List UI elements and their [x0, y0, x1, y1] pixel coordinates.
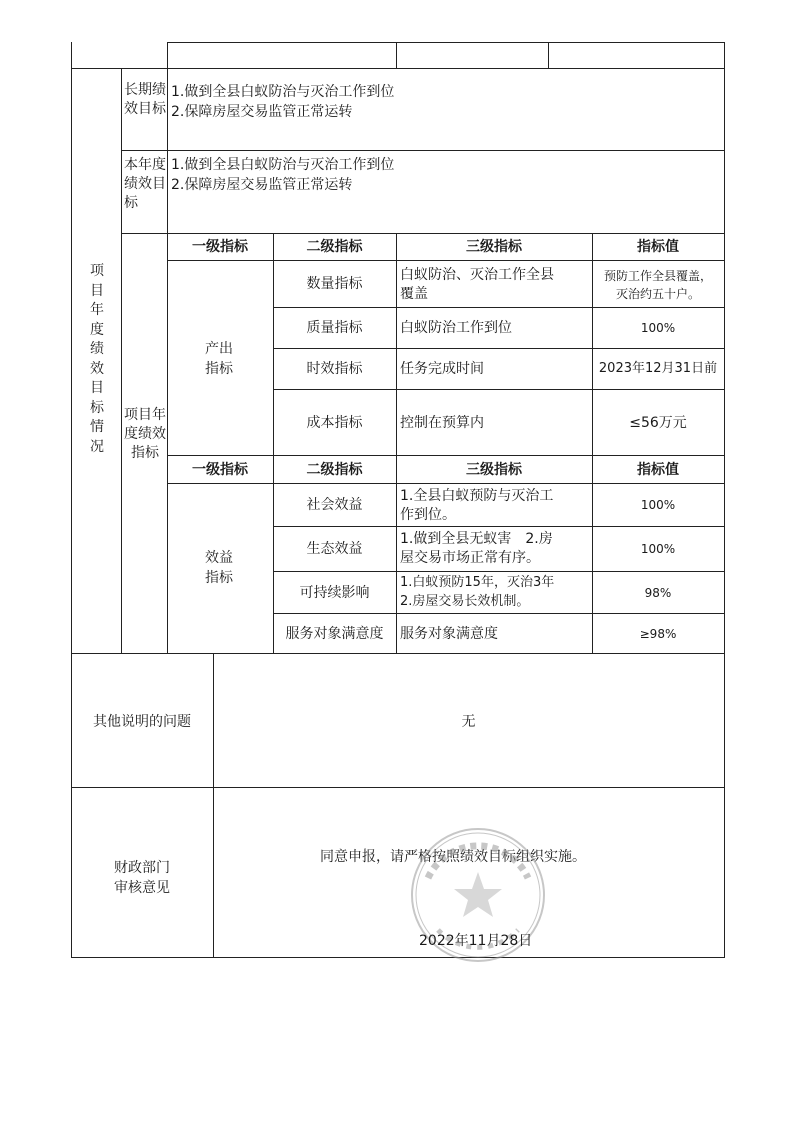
other-issues-label: 其他说明的问题 — [93, 714, 191, 730]
this-year-goal-label: 本年度绩效目标 — [124, 157, 166, 211]
benefit-indicators-label: 效益指标 — [205, 550, 233, 586]
section-label-annual-goals: 项目年度绩效目标情况 — [90, 263, 104, 455]
level3-cell-line-1: 白蚁防治、灭治工作全县 — [400, 267, 554, 283]
finance-review-content: 同意申报，请严格按照绩效目标组织实施。 — [320, 849, 586, 865]
header-level1: 一级指标 — [192, 462, 248, 478]
level2-cell: 可持续影响 — [299, 585, 370, 601]
long-term-goal-line-1: 1.做到全县白蚁防治与灭治工作到位 — [171, 84, 395, 100]
header-value: 指标值 — [637, 239, 679, 255]
level3-cell: 白蚁防治工作到位 — [400, 320, 512, 336]
level3-cell-line-1: 1.做到全县无蚁害 2.房 — [400, 531, 553, 547]
finance-label-line-1: 财政部门 — [114, 860, 170, 876]
level3-cell-line-2: 2.房屋交易长效机制。 — [400, 594, 530, 609]
value-cell: 100% — [640, 321, 676, 335]
header-level2: 二级指标 — [306, 239, 363, 255]
level2-cell: 生态效益 — [306, 541, 363, 557]
output-indicators-label: 产出指标 — [205, 341, 233, 377]
level3-cell: 服务对象满意度 — [400, 626, 498, 642]
level3-cell-line-1: 1.全县白蚁预防与灭治工 — [400, 488, 554, 504]
header-level3: 三级指标 — [466, 462, 522, 478]
this-year-goal-line-1: 1.做到全县白蚁防治与灭治工作到位 — [171, 157, 395, 173]
header-level1: 一级指标 — [192, 239, 248, 255]
value-cell: 98% — [644, 586, 672, 600]
level2-cell: 时效指标 — [306, 361, 363, 377]
other-issues-content: 无 — [461, 714, 476, 730]
header-level2: 二级指标 — [306, 462, 363, 478]
level3-cell: 控制在预算内 — [400, 415, 484, 431]
level3-cell-line-1: 1.白蚁预防15年，灭治3年 — [400, 575, 555, 590]
indicators-section-label: 项目年度绩效指标 — [124, 407, 166, 461]
value-cell: 2023年12月31日前 — [598, 361, 718, 376]
level2-cell: 数量指标 — [306, 276, 363, 292]
level3-cell-line-2: 覆盖 — [400, 286, 428, 302]
level2-cell: 质量指标 — [306, 320, 363, 336]
value-cell: ≤56万元 — [629, 415, 687, 431]
value-cell-line-1: 预防工作全县覆盖， — [603, 269, 712, 283]
finance-review-date: 2022年11月28日 — [419, 933, 533, 949]
value-cell: 100% — [640, 498, 676, 512]
value-cell-line-2: 灭治约五十户。 — [615, 287, 700, 301]
header-level3: 三级指标 — [466, 239, 522, 255]
finance-label-line-2: 审核意见 — [114, 880, 170, 896]
level2-cell: 社会效益 — [306, 497, 363, 513]
header-value: 指标值 — [637, 462, 679, 478]
level2-cell: 成本指标 — [306, 415, 363, 431]
long-term-goal-line-2: 2.保障房屋交易监管正常运转 — [171, 104, 353, 120]
long-term-goal-label: 长期绩效目标 — [124, 82, 166, 117]
level3-cell-line-2: 屋交易市场正常有序。 — [400, 550, 540, 566]
level3-cell: 任务完成时间 — [400, 361, 484, 377]
value-cell: ≥98% — [639, 627, 677, 641]
value-cell: 100% — [640, 542, 676, 556]
level2-cell: 服务对象满意度 — [285, 626, 384, 642]
this-year-goal-line-2: 2.保障房屋交易监管正常运转 — [171, 177, 353, 193]
level3-cell-line-2: 作到位。 — [400, 507, 456, 523]
